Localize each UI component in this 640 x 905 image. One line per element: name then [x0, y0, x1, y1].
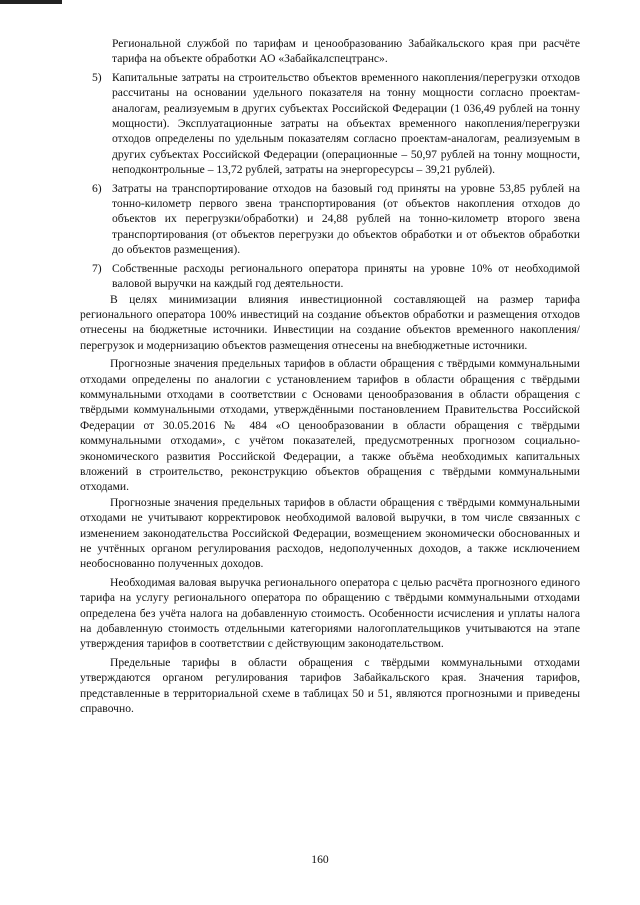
- paragraph-tariff-approval: Предельные тарифы в области обращения с твёрдыми коммунальными отходами утверждаются органом регулирования тарифов Забайкальского края. Значения тарифов, представленные в территориальной схеме в таблицах 50 и 51, являются прогнозными и приведены справочно.: [80, 655, 580, 716]
- paragraph-forecast-adjustments: Прогнозные значения предельных тарифов в области обращения с твёрдыми коммунальными отходами не учитывают корректировок необходимой валовой выручки, в том числе связанных с изменением законодательства Российской Федерации, возмещением экономически обоснованных и не учтённых органом регулирования расходов, недополученных доходов, а также исключением необоснованно полученных доходов.: [80, 495, 580, 571]
- list-item-6: [80, 181, 580, 258]
- list-item-7: [80, 261, 580, 292]
- paragraph-continuation: Региональной службой по тарифам и ценообразованию Забайкальского края при расчёте тарифа на объекте обработки АО «Забайкалспецтранс».: [112, 37, 580, 66]
- paragraph-gross-revenue: Необходимая валовая выручка регионального оператора с целью расчёта прогнозного единого тарифа на услугу регионального оператора по обращению с твёрдыми коммунальными отходами определена без учёта налога на добавленную стоимость. Особенности исчисления и уплаты налога на добавленную стоимость отдельными категориями налогоплательщиков учитываются на этапе утверждения тарифов в соответствии с действующим законодательством.: [80, 575, 580, 651]
- list-item-text: Капитальные затраты на строительство объектов временного накопления/перегрузки отходов рассчитаны на основании удельного показателя на тонну мощности согласно проектам-аналогам, реализуемым в других субъектах Российской Федерации (1 036,49 рублей на тонну мощности). Эксплуатационные затраты на объектах временного накопления/перегрузки отходов определены по удельным показателям согласно проектам-аналогам, реализуемым в других субъектах Российской Федерации (операционные – 50,97 рублей на тонну мощности, неподконтрольные – 13,72 рублей, затраты на энергоресурсы – 39,21 рублей).: [112, 70, 580, 177]
- list-item-text: Затраты на транспортирование отходов на базовый год приняты на уровне 53,85 рублей на тонно-километр первого звена транспортирования (от объектов накопления отходов до объектов их перегрузки/обработки) и 24,88 рублей на тонно-километр второго звена транспортирования (от объектов перегрузки до объектов обработки и от объектов обработки до объектов размещения).: [112, 181, 580, 257]
- list-item-number: 7): [92, 261, 102, 275]
- paragraph-investment: В целях минимизации влияния инвестиционной составляющей на размер тарифа регионального оператора 100% инвестиций на создание объектов обработки и размещения отходов отнесены на бюджетные источники. Инвестиции на создание объектов временного накопления/перегрузок и модернизацию объектов размещения отнесены на внебюджетные источники.: [80, 292, 580, 352]
- list-item-text: Собственные расходы регионального оператора приняты на уровне 10% от необходимой валовой выручки на каждый год деятельности.: [112, 261, 580, 291]
- list-item-number: 5): [92, 70, 102, 84]
- list-item-5: [80, 70, 580, 178]
- document-page: [80, 36, 580, 716]
- page-number: 160: [311, 853, 329, 866]
- scan-edge-mark: [0, 0, 62, 4]
- list-item-number: 6): [92, 181, 102, 195]
- paragraph-forecast-tariffs: Прогнозные значения предельных тарифов в области обращения с твёрдыми коммунальными отходами определены по аналогии с установлением тарифов в области обращения с твёрдыми коммунальными отходами в соответствии с Основами ценообразования в области обращения с твёрдыми коммунальными отходами, утверждёнными постановлением Правительства Российской Федерации от 30.05.2016 № 484 «О ценообразовании в области обращения с твёрдыми коммунальными отходами», с учётом показателей, предусмотренных прогнозом социально-экономического развития Российской Федерации, а также объёма необходимых капитальных вложений в строительство, реконструкцию объектов обращения с твёрдыми коммунальными отходами.: [80, 357, 580, 494]
